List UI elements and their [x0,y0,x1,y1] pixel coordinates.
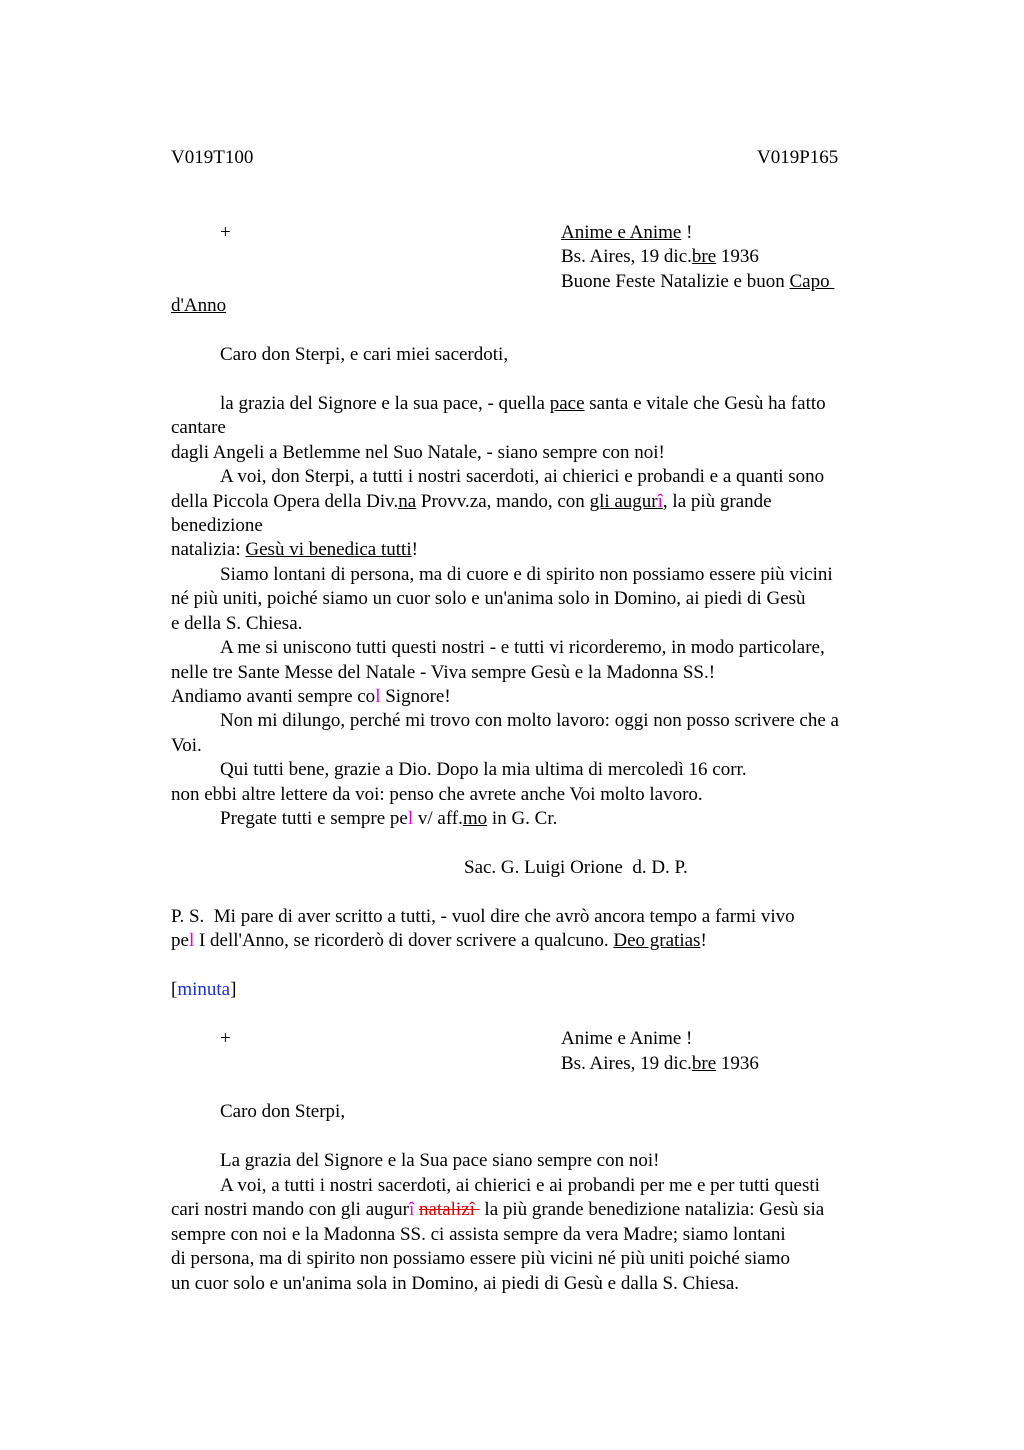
motto: Anime e Anime ! [561,1028,693,1049]
correction-mark: l [375,686,381,707]
deleted-word: natalizî [419,1199,480,1220]
text-span: v/ aff. [413,808,463,829]
signature: Sac. G. Luigi Orione d. D. P. [464,857,688,878]
date-year: 1936 [716,1053,759,1074]
correction-mark: î [657,491,663,512]
salutation: Caro don Sterpi, [220,1101,346,1122]
paragraph-line: La grazia del Signore e la Sua pace siano sempre con noi! [220,1150,660,1171]
motto-underlined: Anime e Anime [561,222,682,243]
paragraph-line: A voi, don Sterpi, a tutti i nostri sacerdoti, ai chierici e probandi e a quanti sono [220,466,825,487]
text-span: I dell'Anno, se ricorderò di dover scrivere a qualcuno. [194,930,614,951]
text-span: natalizia: [171,539,246,560]
date-line [561,245,759,269]
postscript-line: P. S. Mi pare di aver scritto a tutti, - vuol dire che avrò ancora tempo a farmi vivo [171,906,795,927]
paragraph-line: Non mi dilungo, perché mi trovo con molto lavoro: oggi non posso scrivere che a [220,710,839,731]
date-year: 1936 [716,246,759,267]
motto [561,221,692,245]
correction-mark: l [407,808,414,829]
correction-mark: î [408,1199,415,1220]
date-abbrev: bre [691,1053,717,1074]
cross-symbol: + [220,1028,231,1049]
paragraph-line [171,685,451,709]
bracket-open: [ [171,979,178,1000]
paragraph-line [171,538,418,562]
text-span: cari nostri mando con gli augur [171,1199,409,1220]
text-span: della Piccola Opera della Div. [171,491,399,512]
text-span: gli augur [589,491,658,512]
paragraph-line: di persona, ma di spirito non possiamo essere più vicini né più uniti poiché siamo [171,1248,790,1269]
text-span: ! [411,539,418,560]
wishes-continuation: d'Anno [171,295,227,316]
date-text: Bs. Aires, 19 dic. [561,1053,692,1074]
underlined-phrase: Deo gratias [613,930,701,951]
paragraph-line [171,1198,824,1222]
cross-symbol: + [220,222,231,243]
paragraph-line [220,392,826,416]
text-span: pe [171,930,189,951]
date-abbrev: bre [691,246,717,267]
paragraph-line: cantare [171,417,226,438]
wishes-underlined: Capo [789,271,835,292]
text-span: Signore! [380,686,451,707]
paragraph-line: un cuor solo e un'anima sola in Domino, ai piedi di Gesù e dalla S. Chiesa. [171,1273,740,1294]
bracket-close: ] [230,979,237,1000]
text-span: la grazia del Signore e la sua pace, - quella [220,393,550,414]
wishes-line [561,270,834,294]
paragraph-line: A voi, a tutti i nostri sacerdoti, ai chierici e ai probandi per me e per tutti questi [220,1175,820,1196]
motto-end: ! [681,222,693,243]
underlined-abbrev: mo [462,808,488,829]
paragraph-line: Siamo lontani di persona, ma di cuore e di spirito non possiamo essere più vicini [220,564,833,585]
paragraph-line: né più uniti, poiché siamo un cuor solo e un'anima solo in Domino, ai piedi di Gesù [171,588,806,609]
text-span: , la più grande [662,491,772,512]
paragraph-line: A me si uniscono tutti questi nostri - e tutti vi ricorderemo, in modo particolare, [220,637,825,658]
underlined-abbrev: na [398,491,417,512]
salutation: Caro don Sterpi, e cari miei sacerdoti, [220,344,509,365]
paragraph-line [220,807,557,831]
text-span: in G. Cr. [487,808,558,829]
postscript-line [171,929,707,953]
minuta-word: minuta [177,979,231,1000]
document-code-right: V019P165 [757,147,839,168]
underlined-word: pace [549,393,585,414]
minuta-label [171,978,236,1002]
paragraph-line: nelle tre Sante Messe del Natale - Viva sempre Gesù e la Madonna SS.! [171,662,716,683]
correction-mark: l [188,930,195,951]
paragraph-line: sempre con noi e la Madonna SS. ci assista sempre da vera Madre; siamo lontani [171,1224,786,1245]
paragraph-line: e della S. Chiesa. [171,613,303,634]
paragraph-line: dagli Angeli a Betlemme nel Suo Natale, - siano sempre con noi! [171,442,665,463]
paragraph-line [171,490,772,514]
date-text: Bs. Aires, 19 dic. [561,246,692,267]
paragraph-line: non ebbi altre lettere da voi: penso che avrete anche Voi molto lavoro. [171,784,703,805]
underlined-phrase [590,491,663,512]
document-code-left: V019T100 [171,147,254,168]
text-span: Pregate tutti e sempre pe [220,808,408,829]
paragraph-line: Voi. [171,735,202,756]
wishes-text: Buone Feste Natalizie e buon [561,271,790,292]
text-span: ! [700,930,707,951]
paragraph-line: Qui tutti bene, grazie a Dio. Dopo la mia ultima di mercoledì 16 corr. [220,759,747,780]
text-span: la più grande benedizione natalizia: Gesù sia [479,1199,825,1220]
date-line [561,1052,759,1076]
paragraph-line: benedizione [171,515,263,536]
text-span: Provv.za, mando, con [416,491,590,512]
underlined-phrase: Gesù vi benedica tutti [245,539,412,560]
text-span: santa e vitale che Gesù ha fatto [584,393,826,414]
text-span: Andiamo avanti sempre co [171,686,376,707]
